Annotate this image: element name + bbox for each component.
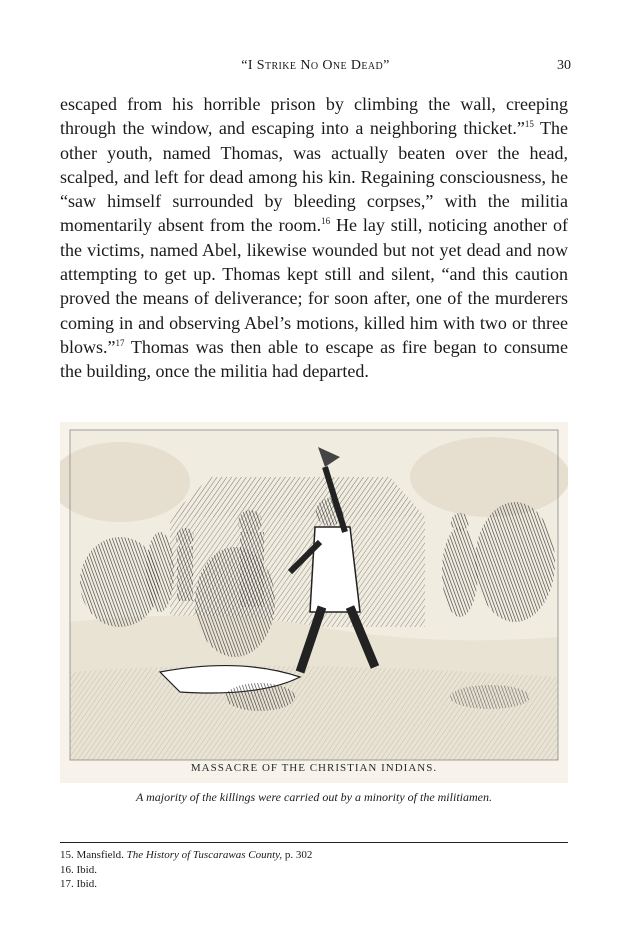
body-text-2: The other youth, named Thomas, was actually beaten over the head, scalped, and left for dead among his kin. Regaining consciousness, he “saw himself surrounded by bleeding corpses,” with the militia momentarily absent from the room. [60,118,568,236]
footnote-divider [60,842,568,843]
engraving-illustration [60,422,568,783]
footnotes [60,848,568,892]
footnote-title: The History of Tuscarawas County, [126,849,283,861]
footnote-text: Ibid. [76,878,97,890]
footnote-15 [60,848,568,863]
engraving-artwork [60,422,568,783]
running-title: “I Strike No One Dead” [241,58,390,73]
footnote-ref-15[interactable]: 15 [524,119,534,130]
footnote-16 [60,863,568,878]
figure-caption: A majority of the killings were carried out by a minority of the militiamen. [136,790,492,804]
body-paragraph [60,92,568,384]
body-text-1: escaped from his horrible prison by climbing the wall, creeping through the window, and escaping into a neighboring thicket.” [60,94,568,139]
body-text-3: He lay still, noticing another of the victims, named Abel, likewise wounded but not yet dead and now attempting to get up. Thomas kept still and silent, “and this caution proved the means of deliverance; for soon after, one of the murderers coming in and observing Abel’s motions, killed him with two or three blows.” [60,215,569,357]
page-number: 30 [557,58,571,73]
engraving-label: MASSACRE OF THE CHRISTIAN INDIANS. [190,762,438,774]
footnote-17 [60,877,568,892]
footnote-text: Ibid. [76,863,97,876]
running-head [60,58,571,80]
footnote-number: 16. [60,863,74,876]
footnote-author: Mansfield. [76,849,124,861]
footnote-number: 15. [60,849,74,861]
footnote-ref-17[interactable]: 17 [115,337,125,348]
footnote-number: 17. [60,878,74,890]
body-text-4: Thomas was then able to escape as fire began to consume the building, once the militia had departed. [60,336,568,382]
footnote-page: p. 302 [284,849,313,861]
footnote-ref-16[interactable]: 16 [321,216,331,227]
